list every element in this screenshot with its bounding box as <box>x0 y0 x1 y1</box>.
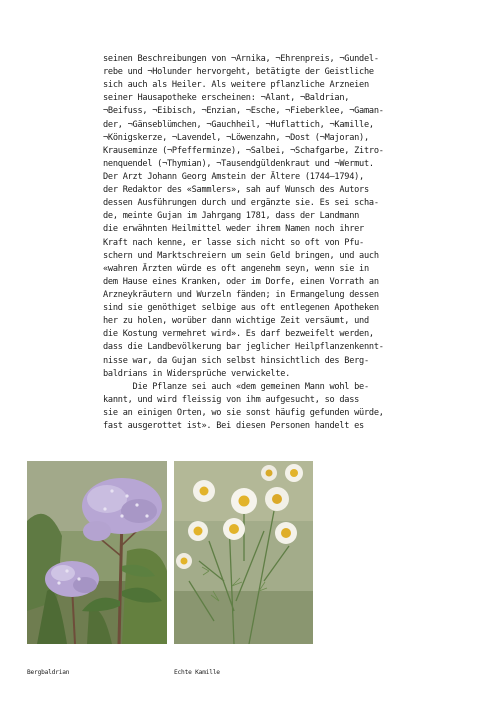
caption-mountain-valerian: Bergbaldrian <box>27 669 70 676</box>
text-line: dem Hause eines Kranken, oder im Dorfe, einen Vorrath an <box>103 276 379 287</box>
text-line: Kraft nach kenne, er lasse sich nicht so oft von Pfu- <box>103 237 364 248</box>
text-line: ¬Königskerze, ¬Lavendel, ¬Löwenzahn, ¬Dost (¬Majoran), <box>103 132 369 143</box>
text-line: kannt, und wird fleissig von ihm aufgesucht, so dass <box>103 394 360 405</box>
text-line: dessen Ausführungen durch und ergänzte sie. Es sei scha- <box>103 198 379 209</box>
text-line: der Redaktor des «Sammlers», sah auf Wunsch des Autors <box>103 185 369 196</box>
chamomile-illustration <box>174 461 313 644</box>
text-line: Die Pflanze sei auch «dem gemeinen Mann wohl be- <box>103 381 369 392</box>
text-line: ¬Beifuss, ¬Eibisch, ¬Enzian, ¬Esche, ¬Fieberklee, ¬Gaman- <box>103 106 384 117</box>
caption-chamomile: Echte Kamille <box>174 669 220 676</box>
text-line: seiner Hausapotheke erscheinen: ¬Alant, ¬Baldrian, <box>103 93 350 104</box>
text-line: seinen Beschreibungen von ¬Arnika, ¬Ehrenpreis, ¬Gundel- <box>103 54 379 64</box>
text-line: Der Arzt Johann Georg Amstein der Ältere (1744–1794), <box>103 171 364 182</box>
text-line: schern und Marktschreiern um sein Geld bringen, und auch <box>103 250 379 261</box>
body-text <box>103 53 468 433</box>
mountain-valerian-illustration <box>27 461 167 644</box>
text-line: nisse war, da Gujan sich selbst hinsichtlich des Berg- <box>103 355 369 366</box>
text-line: dass die Landbevölkerung bar jeglicher Heilpflanzenkennt- <box>103 342 384 353</box>
text-line: die Kostung vermehret wird». Es darf bezweifelt werden, <box>103 329 374 340</box>
text-line: der, ¬Gänseblümchen, ¬Gauchheil, ¬Huflattich, ¬Kamille, <box>103 119 374 130</box>
text-line: sich auch als Heiler. Als weitere pflanzliche Arzneien <box>103 80 369 91</box>
text-line: Arzneykräutern und Wurzeln fänden; in Ermangelung dessen <box>103 289 379 300</box>
text-line: sind sie genöthiget selbige aus oft entlegenen Apotheken <box>103 303 379 314</box>
text-line: die erwähnten Heilmittel weder ihrem Namen noch ihrer <box>103 224 364 235</box>
text-line: Krauseminze (¬Pfefferminze), ¬Salbei, ¬Schafgarbe, Zitro- <box>103 145 384 156</box>
text-line: de, meinte Gujan im Jahrgang 1781, dass der Landmann <box>103 211 360 222</box>
text-line: «wahren Ärzten würde es oft angenehm seyn, wenn sie in <box>103 263 369 274</box>
text-line: her zu holen, worüber dann wichtige Zeit versäumt, und <box>103 316 369 327</box>
text-line: nenquendel (¬Thymian), ¬Tausendgüldenkraut und ¬Wermut. <box>103 158 374 169</box>
text-line: fast ausgerottet ist». Bei diesen Personen handelt es <box>103 421 364 432</box>
text-line: baldrians in Widersprüche verwickelte. <box>103 368 291 379</box>
text-line: rebe und ¬Holunder hervorgeht, betätigte der Geistliche <box>103 67 374 78</box>
text-line: sie an einigen Orten, wo sie sonst häufig gefunden würde, <box>103 407 384 418</box>
